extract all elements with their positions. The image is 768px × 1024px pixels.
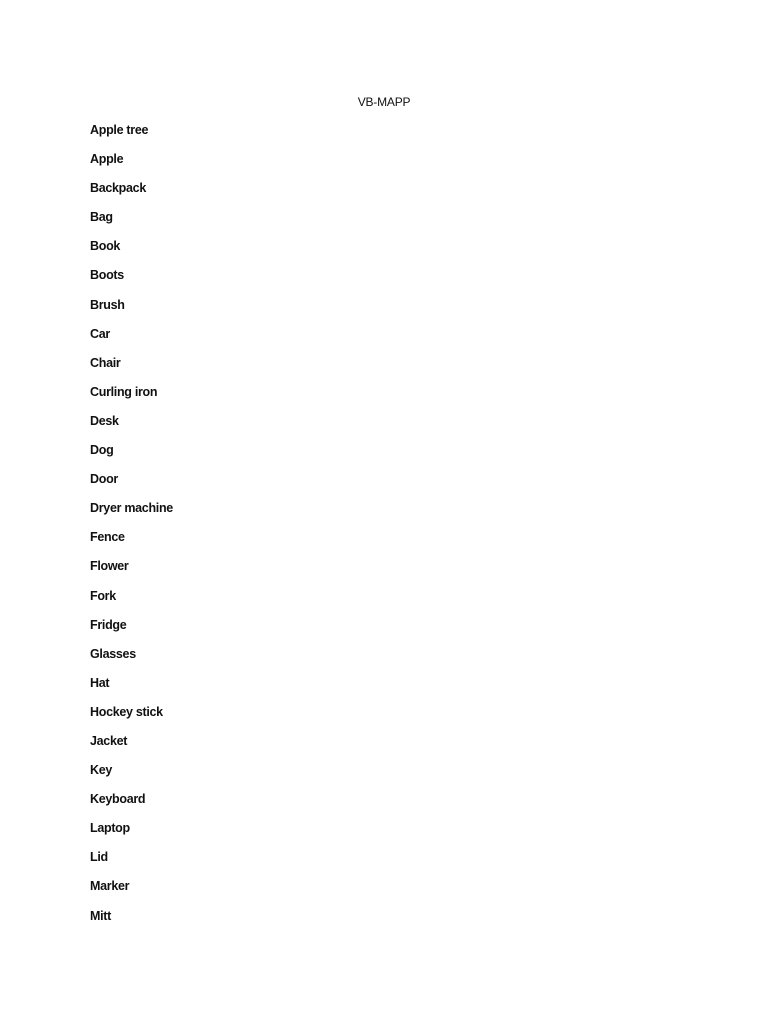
list-item: Dryer machine	[90, 501, 173, 516]
list-item: Desk	[90, 413, 119, 428]
list-item: Backpack	[90, 181, 146, 196]
list-item: Fence	[90, 530, 125, 545]
list-item: Laptop	[90, 821, 130, 836]
list-item: Brush	[90, 297, 125, 312]
list-item: Jacket	[90, 733, 128, 748]
list-item: Chair	[90, 355, 121, 370]
word-list	[90, 122, 173, 937]
list-item: Hat	[90, 675, 110, 690]
list-item: Lid	[90, 850, 108, 865]
list-item: Key	[90, 763, 113, 778]
list-item: Keyboard	[90, 792, 146, 807]
list-item: Door	[90, 472, 118, 487]
list-item: Dog	[90, 443, 114, 458]
list-item: Apple	[90, 152, 124, 167]
list-item: Hockey stick	[90, 704, 163, 719]
list-item: Boots	[90, 268, 124, 283]
page-title: VB-MAPP	[357, 95, 411, 109]
list-item: Curling iron	[90, 384, 158, 399]
list-item: Glasses	[90, 646, 136, 661]
list-item: Car	[90, 326, 110, 341]
list-item: Fork	[90, 588, 116, 603]
list-item: Apple tree	[90, 123, 149, 137]
list-item: Marker	[90, 879, 130, 894]
list-item: Mitt	[90, 908, 112, 923]
list-item: Flower	[90, 559, 129, 574]
list-item: Bag	[90, 210, 113, 225]
list-item: Fridge	[90, 617, 127, 632]
list-item: Book	[90, 239, 121, 254]
